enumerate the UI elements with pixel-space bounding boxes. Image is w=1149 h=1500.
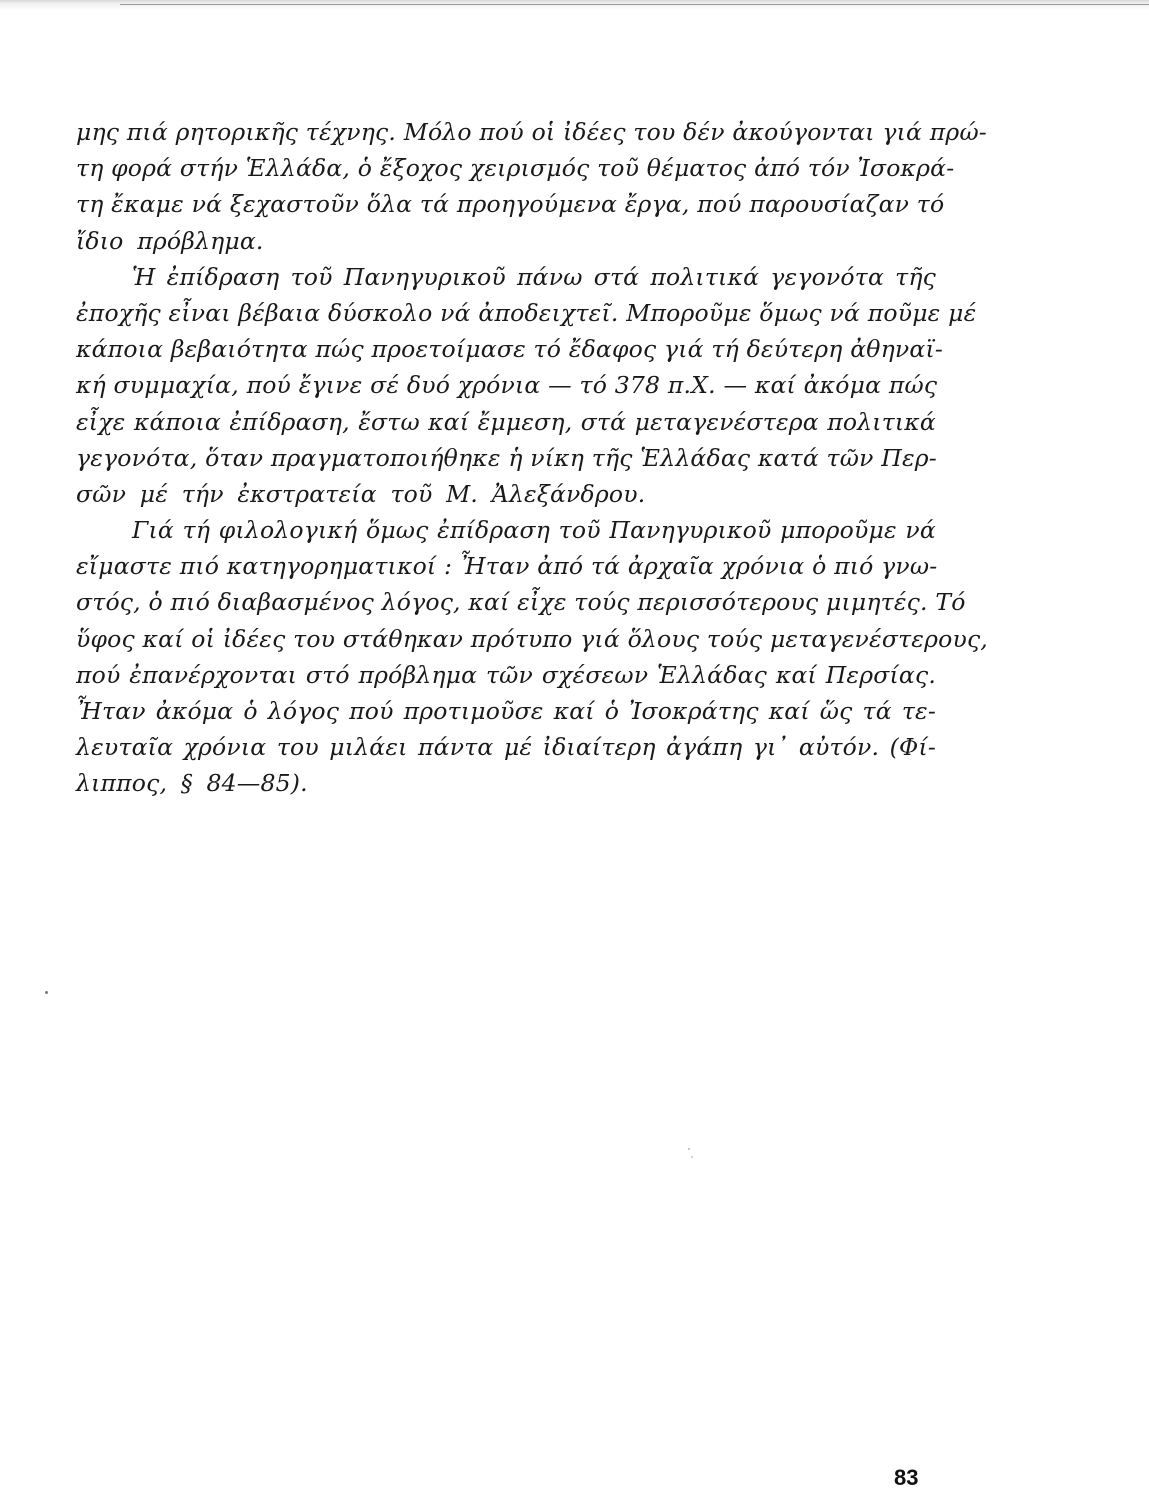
text-line: λιππος, § 84—85). bbox=[76, 769, 308, 798]
paragraph-first-line: Ἡ ἐπίδραση τοῦ Πανηγυρικοῦ πάνω στά πολιτικά γεγονότα τῆς bbox=[132, 262, 936, 291]
text-line: εἶχε κάποια ἐπίδραση, ἔστω καί ἔμμεση, στά μεταγενέστερα πολιτικά bbox=[76, 407, 936, 436]
text-line: ἐποχῆς εἶναι βέβαια δύσκολο νά ἀποδειχτεῖ. Μποροῦμε ὅμως νά ποῦμε μέ bbox=[76, 298, 977, 327]
text-line: εἴμαστε πιό κατηγορηματικοί : Ἦταν ἀπό τά ἀρχαῖα χρόνια ὁ πιό γνω- bbox=[76, 552, 938, 581]
scan-speck bbox=[691, 1156, 693, 1158]
text-line: μης πιά ρητορικῆς τέχνης. Μόλο πού οἱ ἰδέες του δέν ἀκούγονται γιά πρώ- bbox=[76, 118, 987, 146]
text-line: σῶν μέ τήν ἐκστρατεία τοῦ Μ. Ἀλεξάνδρου. bbox=[76, 479, 646, 508]
scan-speck bbox=[688, 1148, 690, 1150]
page-top-edge bbox=[0, 0, 1149, 10]
text-line: τη ἔκαμε νά ξεχαστοῦν ὅλα τά προηγούμενα ἔργα, πού παρουσίαζαν τό bbox=[76, 190, 945, 219]
scan-speck bbox=[45, 991, 48, 994]
text-line: λευταῖα χρόνια του μιλάει πάντα μέ ἰδιαίτερη ἀγάπη γι᾿ αὐτόν. (Φί- bbox=[76, 733, 936, 762]
text-line: κάποια βεβαιότητα πώς προετοίμασε τό ἔδαφος γιά τή δεύτερη ἀθηναϊ- bbox=[76, 335, 944, 364]
text-line: ὕφος καί οἱ ἰδέες του στάθηκαν πρότυπο γιά ὅλους τούς μεταγενέστερους, bbox=[76, 624, 988, 653]
body-text bbox=[76, 114, 988, 802]
text-line: πού ἐπανέρχονται στό πρόβλημα τῶν σχέσεων Ἑλλάδας καί Περσίας. bbox=[76, 660, 936, 689]
page-number: 83 bbox=[894, 1465, 919, 1490]
text-line: κή συμμαχία, πού ἔγινε σέ δυό χρόνια — τό 378 π.Χ. — καί ἀκόμα πώς bbox=[76, 371, 938, 400]
text-line: γεγονότα, ὅταν πραγματοποιήθηκε ἡ νίκη τῆς Ἑλλάδας κατά τῶν Περ- bbox=[76, 443, 937, 472]
text-line: Ἦταν ἀκόμα ὁ λόγος πού προτιμοῦσε καί ὁ Ἰσοκράτης καί ὥς τά τε- bbox=[76, 697, 936, 725]
paragraph-first-line: Γιά τή φιλολογική ὅμως ἐπίδραση τοῦ Πανηγυρικοῦ μποροῦμε νά bbox=[132, 516, 936, 545]
text-line: ἴδιο πρόβλημα. bbox=[76, 226, 264, 255]
text-line: τη φορά στήν Ἑλλάδα, ὁ ἔξοχος χειρισμός τοῦ θέματος ἀπό τόν Ἰσοκρά- bbox=[76, 154, 955, 183]
top-rule bbox=[120, 4, 1149, 5]
text-line: στός, ὁ πιό διαβασμένος λόγος, καί εἶχε τούς περισσότερους μιμητές. Τό bbox=[76, 588, 966, 617]
